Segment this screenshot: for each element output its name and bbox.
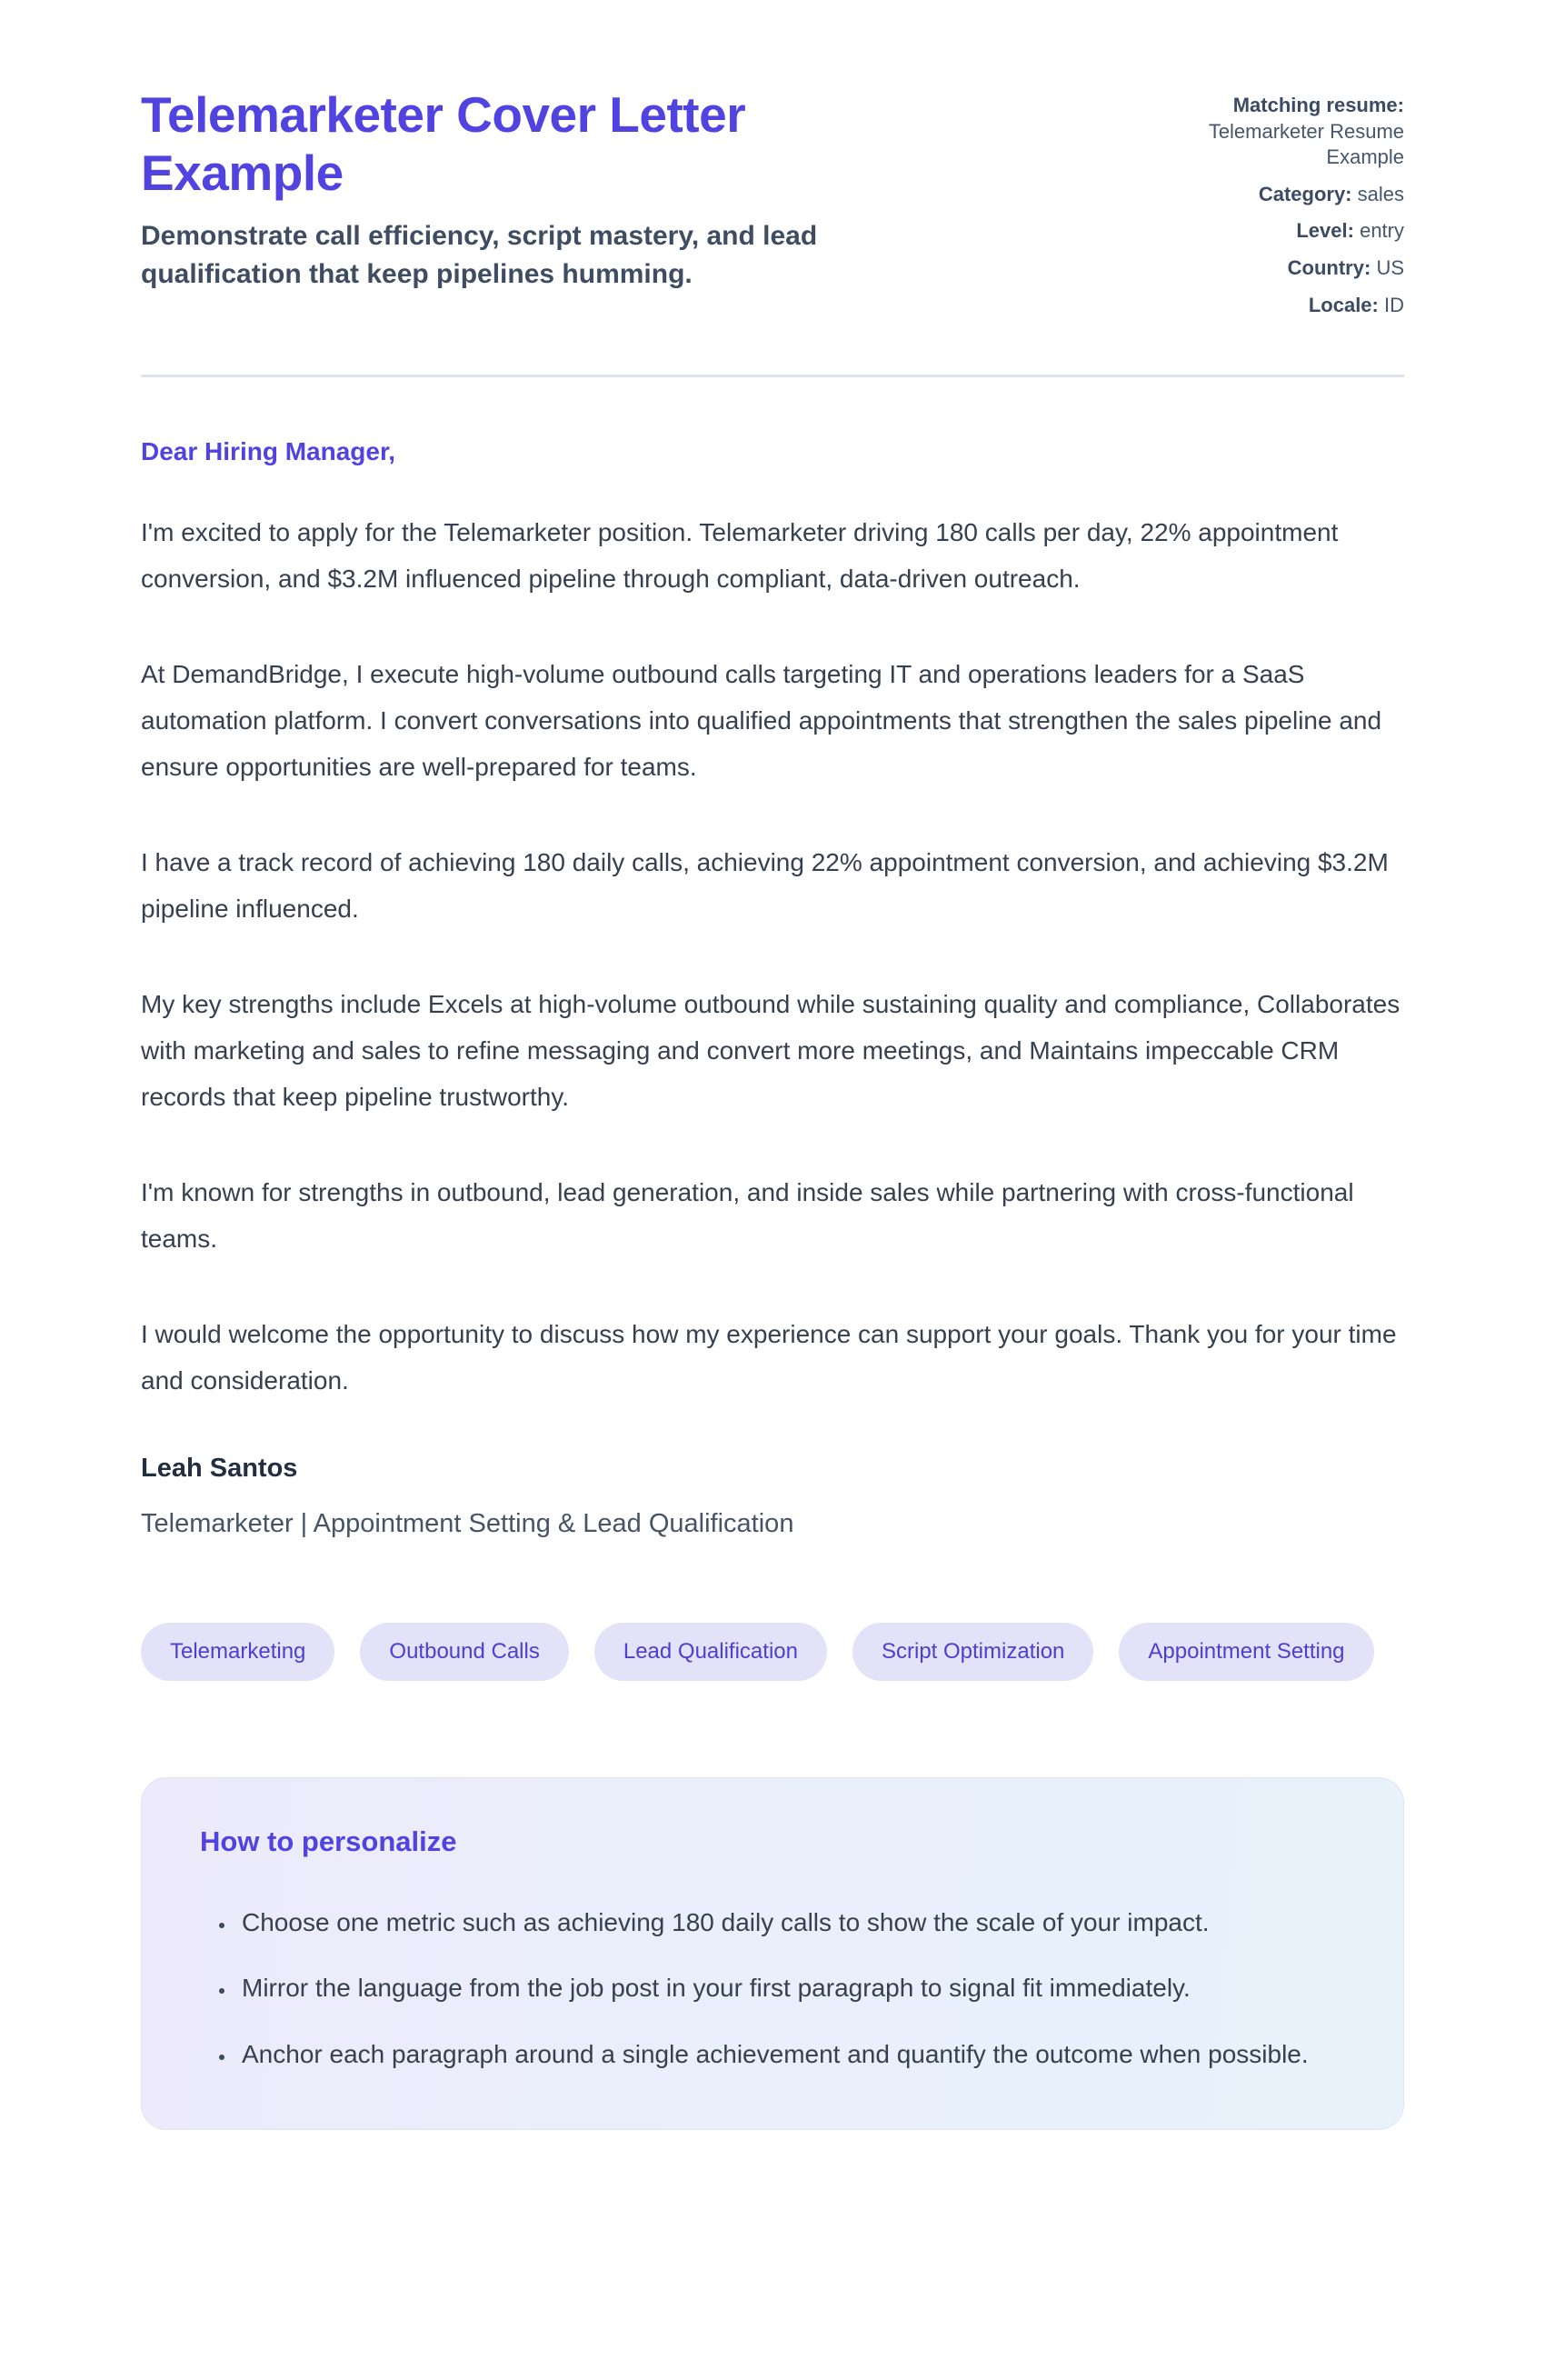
skill-tag-script-optimization[interactable]: Script Optimization	[852, 1623, 1093, 1681]
matching-resume-value: Telemarketer Resume Example	[1208, 119, 1404, 169]
level-row	[1172, 218, 1404, 245]
skill-tag-outbound-calls[interactable]: Outbound Calls	[360, 1623, 568, 1681]
matching-resume-row	[1172, 93, 1404, 171]
salutation: Dear Hiring Manager,	[141, 437, 396, 466]
personalize-tip: • Anchor each paragraph around a single achievement and quantify the outcome when possible.	[236, 2032, 1327, 2078]
personalize-heading: How to personalize	[200, 1825, 457, 1857]
skill-tag-telemarketing[interactable]: Telemarketing	[141, 1623, 334, 1681]
signature-role: Telemarketer | Appointment Setting & Lead Qualification	[141, 1508, 794, 1538]
skill-tags	[141, 1623, 1404, 1681]
page-header	[141, 85, 1404, 329]
locale-label: Locale:	[1308, 293, 1379, 316]
level-label: Level:	[1296, 219, 1354, 243]
letter-paragraph: I would welcome the opportunity to discuss how my experience can support your goals. Thank you for your time and consideration.	[141, 1319, 1397, 1395]
locale-value: ID	[1384, 293, 1404, 316]
cover-letter-body	[141, 437, 1404, 1538]
personalize-tip: • Choose one metric such as achieving 180 daily calls to show the scale of your impact.	[236, 1900, 1327, 1946]
header-title-block	[141, 85, 1050, 294]
personalize-tip-list	[200, 1900, 1345, 2079]
letter-paragraph: My key strengths include Excels at high-volume outbound while sustaining quality and compliance, Collaborates with marketing and sales to refine messaging and convert more meetings, and Maintains impeccable CRM records that keep pipeline trustworthy.	[141, 989, 1400, 1111]
country-row	[1172, 255, 1404, 282]
skill-tag-appointment-setting[interactable]: Appointment Setting	[1119, 1623, 1373, 1681]
letter-paragraph: I'm known for strengths in outbound, lead generation, and inside sales while partnering with cross-functional teams.	[141, 1177, 1354, 1253]
header-divider	[141, 375, 1404, 377]
country-value: US	[1376, 255, 1404, 279]
skill-tag-lead-qualification[interactable]: Lead Qualification	[594, 1623, 827, 1681]
level-value: entry	[1360, 219, 1404, 243]
signature-name: Leah Santos	[141, 1453, 298, 1483]
locale-row	[1172, 293, 1404, 319]
category-row	[1172, 182, 1404, 208]
page-subtitle: Demonstrate call efficiency, script mastery, and lead qualification that keep pipelines humming.	[141, 220, 818, 289]
how-to-personalize-box	[141, 1777, 1404, 2131]
letter-paragraph: At DemandBridge, I execute high-volume outbound calls targeting IT and operations leaders for a SaaS automation platform. I convert conversations into qualified appointments that strengthen the sales pipeline and ensure opportunities are well-prepared for teams.	[141, 660, 1382, 781]
category-value: sales	[1357, 182, 1404, 205]
country-label: Country:	[1287, 255, 1371, 279]
matching-resume-label: Matching resume:	[1232, 94, 1404, 116]
category-label: Category:	[1258, 182, 1352, 205]
personalize-tip: • Mirror the language from the job post in your first paragraph to signal fit immediately.	[236, 1965, 1327, 2012]
letter-paragraph: I have a track record of achieving 180 daily calls, achieving 22% appointment conversion, and achieving $3.2M pipeline influenced.	[141, 847, 1389, 923]
letter-paragraph: I'm excited to apply for the Telemarketer position. Telemarketer driving 180 calls per day, 22% appointment conversion, and $3.2M influenced pipeline through compliant, data-driven outreach.	[141, 518, 1339, 594]
resume-meta-block	[1172, 85, 1404, 329]
signature-block	[141, 1454, 1404, 1539]
page-title: Telemarketer Cover Letter Example	[141, 86, 746, 202]
